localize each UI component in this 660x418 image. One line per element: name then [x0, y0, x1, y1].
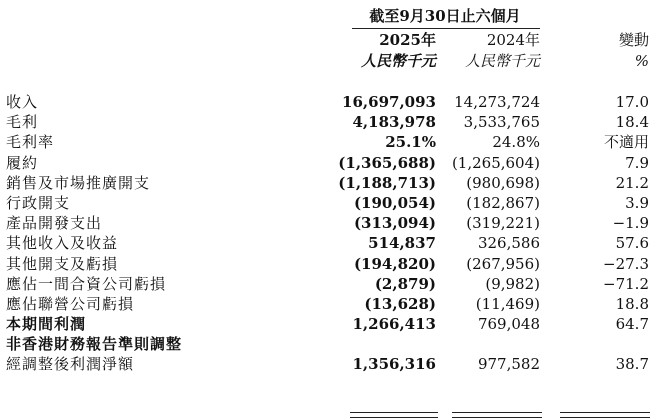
value-2024: 977,582 — [477, 355, 540, 374]
value-2024: (980,698) — [466, 173, 540, 192]
value-2025: (1,188,713) — [338, 173, 436, 192]
table-row — [0, 254, 660, 274]
value-2024: (267,956) — [466, 254, 540, 273]
value-2024: (319,221) — [466, 214, 540, 233]
value-2025: (313,094) — [353, 214, 436, 233]
table-body — [0, 92, 660, 375]
table-row — [0, 153, 660, 173]
value-change: 3.9 — [625, 193, 649, 212]
value-change: 17.0 — [615, 93, 649, 111]
value-change: 18.4 — [615, 113, 649, 132]
section-label: 非香港財務報告準則調整 — [6, 335, 183, 354]
row-label: 毛利率 — [6, 133, 55, 152]
row-label: 產品開發支出 — [6, 214, 103, 233]
row-label: 毛利 — [6, 113, 39, 132]
row-label: 行政開支 — [6, 193, 71, 212]
value-change: 57.6 — [615, 234, 649, 253]
period-header: 截至9月30日止六個月 — [369, 7, 521, 25]
table-row — [0, 354, 660, 374]
row-label: 銷售及市場推廣開支 — [6, 173, 151, 192]
value-2024: 326,586 — [477, 234, 540, 253]
col-2025-header: 2025年 — [379, 31, 436, 49]
col-change-unit: % — [634, 52, 649, 70]
value-2025: 4,183,978 — [352, 113, 436, 132]
row-label: 經調整後利潤淨額 — [6, 355, 135, 374]
value-change: −1.9 — [612, 214, 649, 233]
row-label: 本期間利潤 — [6, 315, 87, 334]
table-row — [0, 92, 660, 112]
table-row — [0, 274, 660, 294]
col-change-header: 變動 — [618, 31, 649, 49]
row-label: 應佔一間合資公司虧損 — [6, 274, 167, 293]
row-label: 收入 — [6, 93, 39, 111]
value-2025: (2,879) — [374, 274, 436, 293]
table-row — [0, 334, 660, 354]
double-underline-2024 — [452, 412, 542, 418]
table-row — [0, 132, 660, 152]
value-change: 不適用 — [603, 133, 649, 152]
value-2025: 1,266,413 — [352, 315, 436, 334]
value-change: 21.2 — [615, 173, 649, 192]
value-2025: (13,628) — [364, 294, 436, 313]
value-2024: 24.8% — [492, 133, 540, 152]
value-2024: 14,273,724 — [454, 93, 540, 111]
value-change: 64.7 — [615, 315, 649, 334]
row-label: 履約 — [6, 153, 39, 172]
value-2024: (1,265,604) — [451, 153, 540, 172]
double-underline-change — [560, 412, 650, 418]
value-2024: (11,469) — [475, 294, 540, 313]
value-2025: 16,697,093 — [342, 93, 436, 111]
row-label: 其他收入及收益 — [6, 234, 119, 253]
double-underline-2025 — [350, 412, 438, 418]
table-row — [0, 314, 660, 334]
table-row — [0, 294, 660, 314]
table-row — [0, 112, 660, 132]
value-2025: 25.1% — [385, 133, 436, 152]
value-2024: (9,982) — [485, 274, 540, 293]
value-2025: (190,054) — [353, 193, 436, 212]
table-row — [0, 233, 660, 253]
value-change: −71.2 — [603, 274, 649, 293]
value-2024: (182,867) — [466, 193, 540, 212]
value-2025: 1,356,316 — [352, 355, 436, 374]
col-2024-header: 2024年 — [486, 31, 540, 49]
value-2025: 514,837 — [368, 234, 436, 253]
value-change: 18.8 — [615, 294, 649, 313]
value-2024: 3,533,765 — [463, 113, 540, 132]
value-2024: 769,048 — [477, 315, 540, 334]
table-row — [0, 213, 660, 233]
table-row — [0, 193, 660, 213]
period-header-rule — [352, 28, 540, 29]
value-2025: (194,820) — [353, 254, 436, 273]
value-change: 7.9 — [625, 153, 649, 172]
col-2025-unit: 人民幣千元 — [360, 52, 436, 70]
value-change: −27.3 — [603, 254, 649, 273]
row-label: 應佔聯營公司虧損 — [6, 294, 135, 313]
value-2025: (1,365,688) — [338, 153, 436, 172]
value-change: 38.7 — [615, 355, 649, 374]
table-row — [0, 173, 660, 193]
row-label: 其他開支及虧損 — [6, 254, 119, 273]
col-2024-unit: 人民幣千元 — [464, 52, 540, 70]
